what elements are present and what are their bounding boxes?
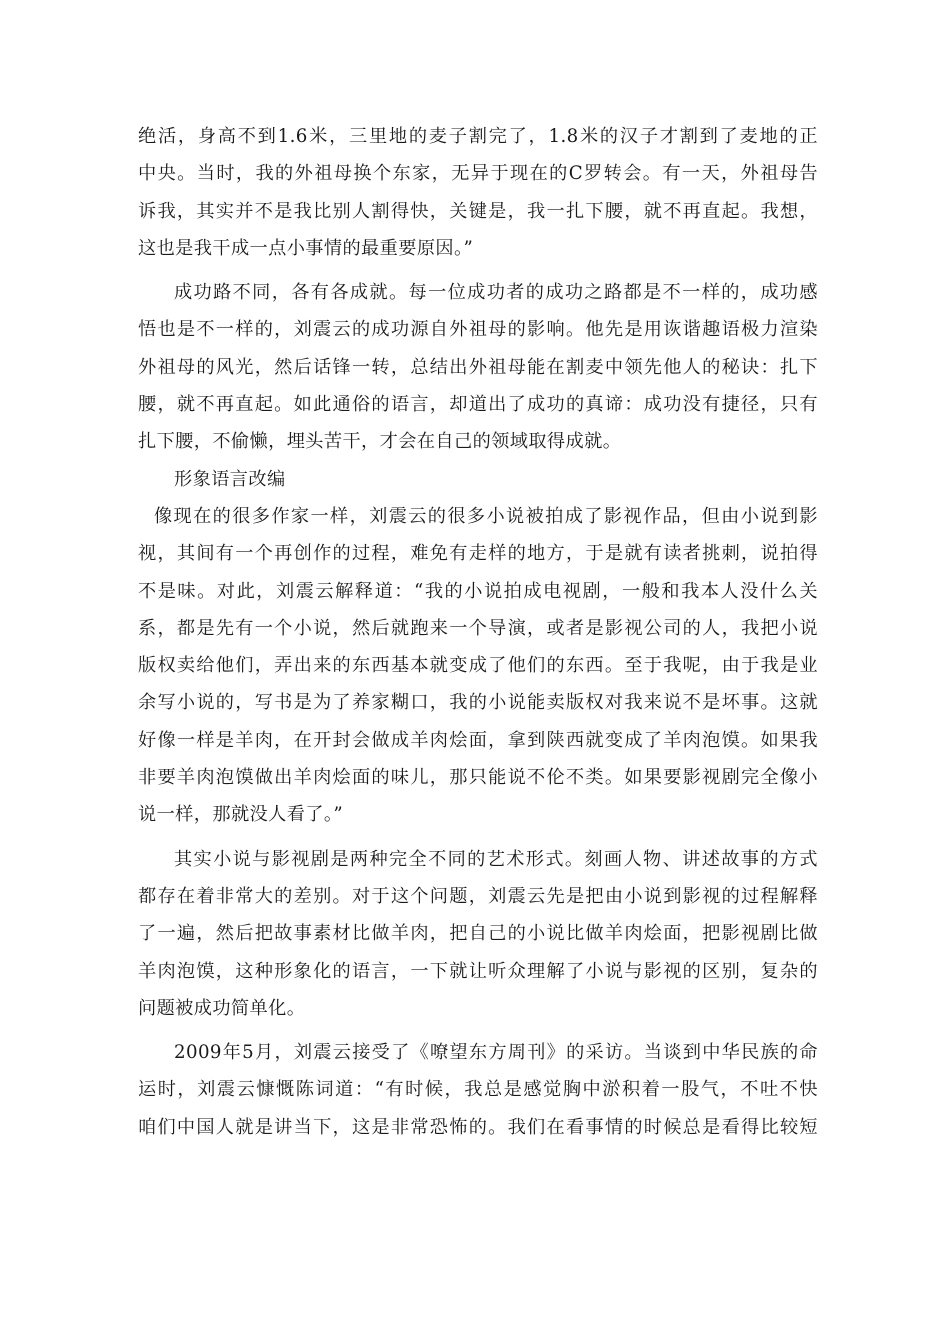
text-line: 成功路不同，各有各成就。每一位成功者的成功之路都是不一样的，成功感	[174, 282, 818, 304]
text-line: 视，其间有一个再创作的过程，难免有走样的地方，于是就有读者挑刺，说拍得	[138, 543, 818, 565]
text-line: 2009年5月，刘震云接受了《嘹望东方周刊》的采访。当谈到中华民族的命	[174, 1042, 818, 1064]
text-line: 说一样，那就没人看了。”	[138, 804, 344, 826]
text-line: 版权卖给他们，弄出来的东西基本就变成了他们的东西。至于我呢，由于我是业	[138, 655, 818, 677]
text-line: 悟也是不一样的，刘震云的成功源自外祖母的影响。他先是用诙谐趣语极力渲染	[138, 319, 818, 341]
text-line: 羊肉泡馍，这种形象化的语言，一下就让听众理解了小说与影视的区别，复杂的	[138, 960, 818, 982]
text-line: 中央。当时，我的外祖母换个东家，无异于现在的C罗转会。有一天，外祖母告	[138, 163, 818, 185]
text-line: 咱们中国人就是讲当下，这是非常恐怖的。我们在看事情的时候总是看得比较短	[138, 1116, 818, 1138]
text-line: 绝活，身高不到1.6米，三里地的麦子割完了，1.8米的汉子才割到了麦地的正	[138, 126, 818, 147]
paragraph-1	[138, 118, 818, 267]
text-line: 好像一样是羊肉，在开封会做成羊肉烩面，拿到陕西就变成了羊肉泡馍。如果我	[138, 729, 818, 751]
text-line: 像现在的很多作家一样，刘震云的很多小说被拍成了影视作品，但由小说到影	[154, 505, 818, 527]
text-line: 外祖母的风光，然后话锋一转，总结出外祖母能在割麦中领先他人的秘诀：扎下	[138, 356, 818, 378]
text-line: 余写小说的，写书是为了养家糊口，我的小说能卖版权对我来说不是坏事。这就	[138, 692, 818, 714]
text-line: 不是味。对此，刘震云解释道：“我的小说拍成电视剧，一般和我本人没什么关	[138, 580, 818, 602]
text-line: 其实小说与影视剧是两种完全不同的艺术形式。刻画人物、讲述故事的方式	[174, 848, 818, 870]
section-heading	[138, 461, 818, 498]
section-heading-text: 形象语言改编	[174, 468, 286, 490]
paragraph-2	[138, 274, 818, 460]
text-line: 都存在着非常大的差别。对于这个问题，刘震云先是把由小说到影视的过程解释	[138, 885, 818, 907]
text-line: 了一遍，然后把故事素材比做羊肉，把自己的小说比做羊肉烩面，把影视剧比做	[138, 923, 818, 945]
text-line: 系，都是先有一个小说，然后就跑来一个导演，或者是影视公司的人，我把小说	[138, 617, 818, 639]
text-line: 扎下腰，不偷懒，埋头苦干，才会在自己的领域取得成就。	[138, 431, 622, 453]
paragraph-5	[138, 1034, 818, 1146]
paragraph-3	[138, 498, 818, 834]
text-line: 腰，就不再直起。如此通俗的语言，却道出了成功的真谛：成功没有捷径，只有	[138, 394, 818, 416]
text-line: 运时，刘震云慷慨陈词道：“有时候，我总是感觉胸中淤积着一股气，不吐不快	[138, 1079, 818, 1101]
text-line: 这也是我干成一点小事情的最重要原因。”	[138, 237, 474, 259]
text-line: 问题被成功简单化。	[138, 997, 306, 1019]
paragraph-4	[138, 841, 818, 1027]
text-line: 诉我，其实并不是我比别人割得快，关键是，我一扎下腰，就不再直起。我想，	[138, 200, 818, 222]
document-page	[138, 118, 818, 1146]
text-line: 非要羊肉泡馍做出羊肉烩面的味儿，那只能说不伦不类。如果要影视剧完全像小	[138, 767, 818, 789]
